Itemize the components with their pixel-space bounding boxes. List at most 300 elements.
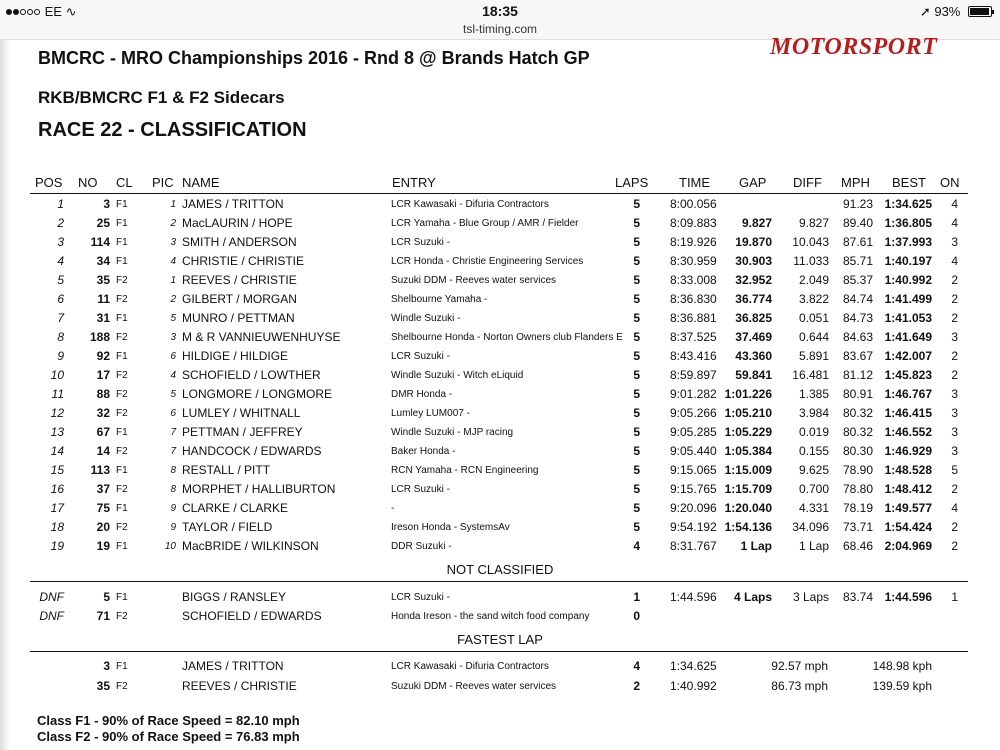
diff-cell: 10.043 — [792, 235, 829, 249]
mph-cell: 83.67 — [842, 349, 873, 363]
laps-cell: 5 — [633, 216, 640, 230]
pos-cell: 10 — [50, 368, 64, 382]
time-cell: 8:59.897 — [670, 368, 717, 382]
col-best: BEST — [892, 175, 926, 190]
diff-cell: 0.051 — [798, 311, 829, 325]
number-cell: 5 — [103, 590, 110, 604]
best-cell: 1:46.929 — [884, 444, 932, 458]
laps-cell: 5 — [633, 235, 640, 249]
pic-cell: 2 — [170, 218, 176, 229]
time-cell: 8:37.525 — [670, 330, 717, 344]
entry-cell: LCR Yamaha - Blue Group / AMR / Fielder — [391, 218, 579, 229]
lap-cell: 2 — [633, 679, 640, 693]
mph-cell: 83.74 — [842, 590, 873, 604]
mph-cell: 87.61 — [842, 235, 873, 249]
pos-cell: 1 — [57, 197, 64, 211]
pic-cell: 7 — [170, 427, 176, 438]
time-cell: 9:01.282 — [670, 387, 717, 401]
laps-cell: 5 — [633, 463, 640, 477]
time-cell: 8:31.767 — [670, 539, 717, 553]
number-cell: 25 — [96, 216, 110, 230]
class-cell: F2 — [116, 370, 128, 381]
mph-cell: 78.19 — [842, 501, 873, 515]
name-cell: GILBERT / MORGAN — [182, 292, 297, 306]
pic-cell: 10 — [164, 541, 176, 552]
pos-cell: 9 — [57, 349, 64, 363]
diff-cell: 1 Lap — [798, 539, 829, 553]
f1-race-speed: Class F1 - 90% of Race Speed = 82.10 mph — [37, 713, 300, 728]
on-cell: 1 — [951, 590, 958, 604]
class-cell: F1 — [116, 541, 128, 552]
best-cell: 1:42.007 — [884, 349, 932, 363]
on-cell: 4 — [951, 197, 958, 211]
gap-cell: 30.903 — [735, 254, 772, 268]
name-cell: BIGGS / RANSLEY — [182, 590, 287, 604]
diff-cell: 11.033 — [793, 254, 829, 268]
pic-cell: 3 — [170, 237, 176, 248]
diff-cell: 5.891 — [798, 349, 829, 363]
time-cell: 1:44.596 — [670, 590, 717, 604]
laps-cell: 5 — [633, 444, 640, 458]
on-cell: 2 — [951, 368, 958, 382]
name-cell: SCHOFIELD / EDWARDS — [182, 609, 322, 623]
time-cell: 8:30.959 — [670, 254, 717, 268]
best-cell: 1:41.053 — [884, 311, 932, 325]
time-cell: 1:34.625 — [670, 659, 717, 673]
table-row[interactable] — [30, 233, 970, 252]
time-cell: 9:05.440 — [670, 444, 717, 458]
time-cell: 8:36.830 — [670, 292, 717, 306]
on-cell: 2 — [951, 539, 958, 553]
table-row[interactable] — [30, 537, 970, 556]
col-pos: POS — [35, 175, 63, 190]
mph-cell: 81.12 — [842, 368, 873, 382]
number-cell: 113 — [90, 463, 110, 477]
carrier-name: EE — [44, 4, 62, 19]
wifi-icon: ∿ — [65, 4, 77, 19]
table-row[interactable] — [30, 385, 970, 404]
number-cell: 34 — [96, 254, 110, 268]
pic-cell: 6 — [170, 408, 176, 419]
pos-cell: 5 — [57, 273, 64, 287]
entry-cell: LCR Suzuki - — [391, 484, 450, 495]
number-cell: 19 — [96, 539, 110, 553]
class-title: RKB/BMCRC F1 & F2 Sidecars — [38, 88, 285, 107]
pos-cell: 11 — [51, 387, 64, 401]
entry-cell: RCN Yamaha - RCN Engineering — [391, 465, 539, 476]
name-cell: JAMES / TRITTON — [182, 659, 284, 673]
location-icon: ➚ — [919, 4, 931, 19]
name-cell: CHRISTIE / CHRISTIE — [182, 254, 305, 268]
header-rule — [30, 193, 968, 194]
mph-cell: 80.30 — [842, 444, 873, 458]
pos-cell: 16 — [50, 482, 64, 496]
number-cell: 67 — [96, 425, 110, 439]
time-cell: 9:05.266 — [670, 406, 717, 420]
gap-cell: 1:54.136 — [724, 520, 772, 534]
name-cell: MORPHET / HALLIBURTON — [182, 482, 336, 496]
entry-cell: Shelbourne Yamaha - — [391, 294, 488, 305]
mph-cell: 84.73 — [842, 311, 873, 325]
not-classified-heading: NOT CLASSIFIED — [446, 562, 554, 577]
gap-cell: 32.952 — [735, 273, 772, 287]
diff-cell: 34.096 — [792, 520, 829, 534]
table-row[interactable] — [30, 404, 970, 423]
table-row[interactable] — [30, 271, 970, 290]
gap-cell: 1:15.709 — [724, 482, 772, 496]
table-row[interactable] — [30, 195, 970, 214]
class-cell: F1 — [116, 351, 128, 362]
number-cell: 35 — [96, 273, 110, 287]
battery-icon — [968, 6, 992, 17]
class-cell: F2 — [116, 484, 128, 495]
motorsport-logo: MOTORSPORT — [770, 34, 938, 60]
class-cell: F1 — [116, 503, 128, 514]
number-cell: 11 — [97, 292, 110, 306]
best-cell: 1:41.499 — [884, 292, 932, 306]
laps-cell: 5 — [633, 254, 640, 268]
on-cell: 2 — [951, 482, 958, 496]
table-row[interactable] — [30, 252, 970, 271]
name-cell: LUMLEY / WHITNALL — [182, 406, 301, 420]
time-cell: 9:15.065 — [670, 463, 717, 477]
on-cell: 4 — [951, 216, 958, 230]
name-cell: M & R VANNIEUWENHUYSE — [182, 330, 341, 344]
entry-cell: Lumley LUM007 - — [391, 408, 470, 419]
table-row[interactable] — [30, 588, 970, 607]
best-cell: 1:54.424 — [884, 520, 932, 534]
results-page — [0, 34, 1000, 750]
number-cell: 17 — [96, 368, 110, 382]
name-cell: RESTALL / PITT — [182, 463, 271, 477]
pos-cell: 12 — [50, 406, 64, 420]
pic-cell: 9 — [170, 503, 176, 514]
on-cell: 3 — [951, 330, 958, 344]
table-row[interactable] — [30, 518, 970, 537]
col-diff: DIFF — [793, 175, 822, 190]
laps-cell: 5 — [633, 501, 640, 515]
entry-cell: Shelbourne Honda - Norton Owners club Flanders E — [391, 332, 623, 343]
laps-cell: 5 — [633, 368, 640, 382]
col-time: TIME — [679, 175, 711, 190]
gap-cell: 9.827 — [741, 216, 772, 230]
number-cell: 114 — [90, 235, 110, 249]
name-cell: REEVES / CHRISTIE — [182, 273, 297, 287]
best-cell: 1:46.767 — [884, 387, 932, 401]
class-cell: F1 — [116, 465, 128, 476]
pos-cell: 15 — [50, 463, 64, 477]
event-title: BMCRC - MRO Championships 2016 - Rnd 8 @ Brands Hatch GP — [38, 48, 590, 68]
entry-cell: DDR Suzuki - — [391, 541, 452, 552]
gap-cell: 36.774 — [735, 292, 772, 306]
name-cell: JAMES / TRITTON — [182, 197, 284, 211]
best-cell: 1:41.649 — [884, 330, 932, 344]
time-cell: 9:15.765 — [670, 482, 717, 496]
gap-cell: 1:20.040 — [724, 501, 772, 515]
best-cell: 1:48.412 — [884, 482, 932, 496]
best-cell: 1:46.415 — [884, 406, 932, 420]
number-cell: 20 — [96, 520, 110, 534]
entry-cell: Baker Honda - — [391, 446, 456, 457]
number-cell: 92 — [96, 349, 110, 363]
name-cell: MacBRIDE / WILKINSON — [182, 539, 319, 553]
class-cell: F1 — [116, 218, 128, 229]
mph-cell: 91.23 — [842, 197, 873, 211]
mph-cell: 80.32 — [842, 406, 873, 420]
mph-cell: 85.71 — [842, 254, 873, 268]
on-cell: 3 — [951, 406, 958, 420]
laps-cell: 5 — [633, 406, 640, 420]
diff-cell: 16.481 — [792, 368, 829, 382]
mph-cell: 73.71 — [842, 520, 873, 534]
entry-cell: LCR Suzuki - — [391, 351, 450, 362]
pos-cell: 3 — [57, 235, 64, 249]
col-no: NO — [78, 175, 98, 190]
laps-cell: 5 — [633, 520, 640, 534]
number-cell: 3 — [103, 197, 110, 211]
laps-cell: 5 — [633, 387, 640, 401]
best-cell: 2:04.969 — [884, 539, 932, 553]
best-cell: 1:37.993 — [884, 235, 932, 249]
diff-cell: 3 Laps — [792, 590, 829, 604]
gap-cell: 1:01.226 — [724, 387, 772, 401]
mph-cell: 80.91 — [842, 387, 873, 401]
laps-cell: 1 — [633, 590, 640, 604]
pic-cell: 4 — [170, 370, 176, 381]
class-cell: F2 — [116, 681, 128, 692]
name-cell: SMITH / ANDERSON — [182, 235, 297, 249]
number-cell: 14 — [96, 444, 110, 458]
name-cell: REEVES / CHRISTIE — [182, 679, 297, 693]
on-cell: 2 — [951, 349, 958, 363]
time-cell: 1:40.992 — [670, 679, 717, 693]
number-cell: 32 — [96, 406, 110, 420]
diff-cell: 0.155 — [798, 444, 829, 458]
time-cell: 8:09.883 — [670, 216, 717, 230]
class-cell: F2 — [116, 275, 128, 286]
class-cell: F1 — [116, 313, 128, 324]
entry-cell: LCR Kawasaki - Difuria Contractors — [391, 661, 549, 672]
entry-cell: Suzuki DDM - Reeves water services — [391, 275, 557, 286]
fastest-lap-rule — [30, 651, 968, 652]
pic-cell: 6 — [170, 351, 176, 362]
laps-cell: 5 — [633, 425, 640, 439]
name-cell: TAYLOR / FIELD — [182, 520, 273, 534]
diff-cell: 2.049 — [798, 273, 829, 287]
on-cell: 3 — [951, 425, 958, 439]
on-cell: 2 — [951, 311, 958, 325]
laps-cell: 5 — [633, 311, 640, 325]
gap-cell: 59.841 — [735, 368, 772, 382]
pic-cell: 9 — [170, 522, 176, 533]
on-cell: 2 — [951, 273, 958, 287]
status-time: 18:35 — [482, 3, 518, 19]
best-cell: 1:40.992 — [884, 273, 932, 287]
best-cell: 1:46.552 — [884, 425, 932, 439]
entry-cell: Windle Suzuki - MJP racing — [391, 427, 514, 438]
name-cell: MUNRO / PETTMAN — [182, 311, 295, 325]
mph-cell: 80.32 — [842, 425, 873, 439]
mph-cell: 68.46 — [842, 539, 873, 553]
mph-cell: 85.37 — [842, 273, 873, 287]
pos-cell: 2 — [57, 216, 64, 230]
gap-cell: 37.469 — [735, 330, 772, 344]
on-cell: 4 — [951, 254, 958, 268]
time-cell: 8:36.881 — [670, 311, 717, 325]
gap-cell: 43.360 — [735, 349, 772, 363]
gap-cell: 19.870 — [735, 235, 772, 249]
table-row[interactable] — [30, 309, 970, 328]
col-laps: LAPS — [615, 175, 649, 190]
table-header — [30, 175, 970, 194]
on-cell: 3 — [951, 387, 958, 401]
best-cell: 1:36.805 — [884, 216, 932, 230]
class-cell: F2 — [116, 389, 128, 400]
laps-cell: 5 — [633, 482, 640, 496]
class-cell: F1 — [116, 661, 128, 672]
pic-cell: 3 — [170, 332, 176, 343]
number-cell: 37 — [96, 482, 110, 496]
pos-cell: 4 — [57, 254, 64, 268]
fastest-lap-row[interactable] — [30, 657, 970, 676]
col-pic: PIC — [152, 175, 174, 190]
diff-cell: 1.385 — [798, 387, 829, 401]
table-row[interactable] — [30, 461, 970, 480]
fastest-lap-row[interactable] — [30, 677, 970, 696]
pos-cell: DNF — [39, 609, 64, 623]
diff-cell: 9.827 — [798, 216, 829, 230]
number-cell: 31 — [96, 311, 110, 325]
table-row[interactable] — [30, 480, 970, 499]
on-cell: 3 — [951, 235, 958, 249]
diff-cell: 0.019 — [798, 425, 829, 439]
number-cell: 188 — [89, 330, 110, 344]
diff-cell: 9.625 — [798, 463, 829, 477]
on-cell: 2 — [951, 520, 958, 534]
pic-cell: 4 — [170, 256, 176, 267]
name-cell: HILDIGE / HILDIGE — [182, 349, 289, 363]
battery-percent: 93% — [934, 4, 961, 19]
name-cell: LONGMORE / LONGMORE — [182, 387, 333, 401]
best-cell: 1:48.528 — [884, 463, 932, 477]
pos-cell: 13 — [50, 425, 64, 439]
pic-cell: 5 — [170, 389, 176, 400]
table-row[interactable] — [30, 347, 970, 366]
time-cell: 9:54.192 — [670, 520, 717, 534]
f2-race-speed: Class F2 - 90% of Race Speed = 76.83 mph — [37, 729, 300, 744]
on-cell: 2 — [951, 292, 958, 306]
laps-cell: 5 — [633, 273, 640, 287]
mph-cell: 92.57 mph — [771, 659, 828, 673]
gap-cell: 1:15.009 — [724, 463, 772, 477]
diff-cell: 0.644 — [798, 330, 829, 344]
gap-cell: 36.825 — [735, 311, 772, 325]
table-row[interactable] — [30, 423, 970, 442]
col-cl: CL — [116, 175, 133, 190]
class-cell: F2 — [116, 332, 128, 343]
mph-cell: 84.74 — [842, 292, 873, 306]
gap-cell: 1:05.210 — [724, 406, 772, 420]
pos-cell: 17 — [50, 501, 64, 515]
pos-cell: 14 — [50, 444, 64, 458]
pos-cell: 18 — [50, 520, 64, 534]
name-cell: SCHOFIELD / LOWTHER — [182, 368, 321, 382]
table-row[interactable] — [30, 328, 970, 347]
status-bar — [0, 0, 1000, 22]
time-cell: 9:05.285 — [670, 425, 717, 439]
pos-cell: DNF — [39, 590, 64, 604]
gap-cell: 1:05.229 — [724, 425, 772, 439]
on-cell: 5 — [951, 463, 958, 477]
time-cell: 9:20.096 — [670, 501, 717, 515]
laps-cell: 5 — [633, 349, 640, 363]
gap-cell: 1 Lap — [740, 539, 772, 553]
table-row[interactable] — [30, 442, 970, 461]
laps-cell: 4 — [633, 539, 640, 553]
entry-cell: Windle Suzuki - Witch eLiquid — [391, 370, 524, 381]
pic-cell: 1 — [170, 199, 176, 210]
table-row[interactable] — [30, 214, 970, 233]
pos-cell: 7 — [57, 311, 64, 325]
table-row[interactable] — [30, 366, 970, 385]
table-row[interactable] — [30, 290, 970, 309]
pos-cell: 19 — [50, 539, 64, 553]
number-cell: 35 — [96, 679, 110, 693]
pic-cell: 2 — [170, 294, 176, 305]
col-on: ON — [940, 175, 960, 190]
laps-cell: 0 — [633, 609, 640, 623]
pic-cell: 8 — [170, 465, 176, 476]
entry-cell: Ireson Honda - SystemsAv — [391, 522, 510, 533]
name-cell: CLARKE / CLARKE — [182, 501, 289, 515]
class-cell: F1 — [116, 199, 128, 210]
best-cell: 1:49.577 — [884, 501, 932, 515]
name-cell: HANDCOCK / EDWARDS — [182, 444, 322, 458]
col-name: NAME — [182, 175, 220, 190]
laps-cell: 5 — [633, 292, 640, 306]
best-cell: 1:45.823 — [884, 368, 932, 382]
fastest-lap-heading: FASTEST LAP — [457, 632, 543, 647]
table-row[interactable] — [30, 499, 970, 518]
time-cell: 8:43.416 — [670, 349, 717, 363]
time-cell: 8:19.926 — [670, 235, 717, 249]
on-cell: 3 — [951, 444, 958, 458]
col-entry: ENTRY — [392, 175, 436, 190]
pos-cell: 8 — [57, 330, 64, 344]
mph-cell: 78.90 — [842, 463, 873, 477]
status-right — [920, 4, 992, 20]
diff-cell: 4.331 — [798, 501, 829, 515]
entry-cell: LCR Suzuki - — [391, 237, 450, 248]
col-mph: MPH — [841, 175, 870, 190]
entry-cell: DMR Honda - — [391, 389, 453, 400]
class-cell: F1 — [116, 237, 128, 248]
mph-cell: 78.80 — [842, 482, 873, 496]
class-cell: F1 — [116, 427, 128, 438]
time-cell: 8:33.008 — [670, 273, 717, 287]
laps-cell: 5 — [633, 197, 640, 211]
table-row[interactable] — [30, 607, 970, 626]
mph-cell: 86.73 mph — [771, 679, 828, 693]
gap-cell: 4 Laps — [733, 590, 772, 604]
lap-cell: 4 — [633, 659, 640, 673]
number-cell: 3 — [103, 659, 110, 673]
url-text: tsl-timing.com — [462, 22, 537, 36]
class-cell: F1 — [116, 592, 128, 603]
pic-cell: 7 — [170, 446, 176, 457]
entry-cell: LCR Suzuki - — [391, 592, 450, 603]
pic-cell: 8 — [170, 484, 176, 495]
